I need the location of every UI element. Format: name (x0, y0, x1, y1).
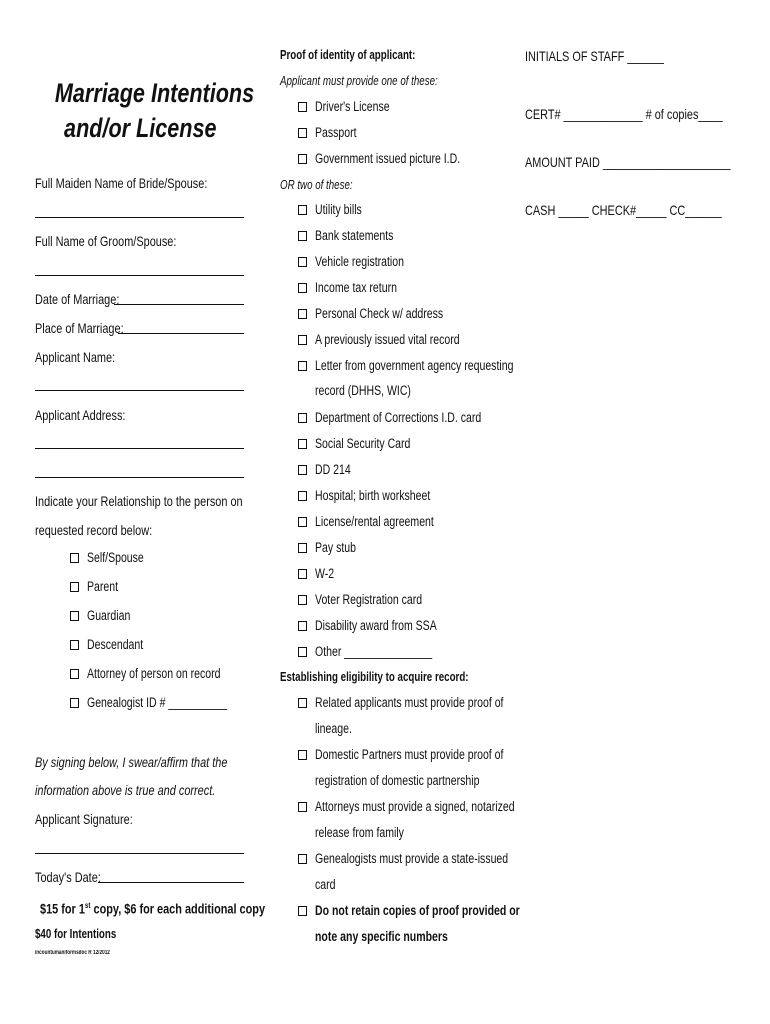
form-code: incountumaniformsdoc R 12/2012 (35, 950, 110, 956)
marriage-date-label: Date of Marriage: (35, 291, 120, 307)
bride-name-field[interactable] (35, 217, 244, 218)
intentions-fee-text: $40 for Intentions (35, 927, 117, 941)
proof-option: Disability award from SSA (315, 618, 437, 633)
or-two-heading: OR two of these: (280, 178, 353, 192)
checkbox-icon[interactable] (298, 361, 307, 371)
checkbox-icon[interactable] (298, 154, 307, 164)
payment-method[interactable]: CASH _____ CHECK#_____ CC______ (525, 202, 722, 218)
proof-option: License/rental agreement (315, 514, 434, 529)
bride-name-label: Full Maiden Name of Bride/Spouse: (35, 175, 208, 191)
proof-subheading: Applicant must provide one of these: (280, 74, 438, 88)
form-title-line2: and/or License (63, 113, 217, 143)
applicant-address-field-2[interactable] (35, 477, 244, 478)
checkbox-icon[interactable] (298, 465, 307, 475)
checkbox-icon[interactable] (70, 553, 79, 563)
proof-option: W-2 (315, 566, 335, 581)
checkbox-icon[interactable] (298, 750, 307, 760)
relationship-option: Self/Spouse (87, 550, 144, 565)
todays-date-label: Today's Date: (35, 869, 101, 885)
eligibility-item: Attorneys must provide a signed, notarized (315, 799, 515, 814)
relationship-option: Descendant (87, 637, 144, 652)
proof-option: Driver's License (315, 99, 390, 114)
eligibility-item: Related applicants must provide proof of (315, 695, 504, 710)
checkbox-icon[interactable] (298, 569, 307, 579)
checkbox-icon[interactable] (70, 611, 79, 621)
eligibility-item: Do not retain copies of proof provided or (315, 903, 520, 918)
checkbox-icon[interactable] (70, 669, 79, 679)
amount-paid[interactable]: AMOUNT PAID _____________________ (525, 154, 731, 170)
affirm-text-2: information above is true and correct. (35, 782, 216, 798)
proof-option: Other _______________ (315, 644, 433, 659)
form-title-line1: Marriage Intentions (54, 78, 255, 108)
applicant-address-field-1[interactable] (35, 448, 244, 449)
proof-option: Personal Check w/ address (315, 306, 444, 321)
checkbox-icon[interactable] (298, 335, 307, 345)
relationship-instruction-1: Indicate your Relationship to the person on (35, 493, 243, 509)
proof-option: Utility bills (315, 202, 362, 217)
eligibility-item-continuation: registration of domestic partnership (315, 773, 480, 788)
groom-name-field[interactable] (35, 275, 244, 276)
checkbox-icon[interactable] (70, 640, 79, 650)
cert-copies[interactable]: CERT# _____________ # of copies____ (525, 106, 723, 122)
relationship-option: Guardian (87, 608, 131, 623)
eligibility-item: Domestic Partners must provide proof of (315, 747, 504, 762)
proof-option: Hospital; birth worksheet (315, 488, 431, 503)
checkbox-icon[interactable] (298, 621, 307, 631)
checkbox-icon[interactable] (298, 205, 307, 215)
marriage-place-field[interactable] (118, 333, 244, 334)
proof-option: A previously issued vital record (315, 332, 460, 347)
proof-option: Letter from government agency requesting (315, 358, 514, 373)
checkbox-icon[interactable] (298, 491, 307, 501)
proof-heading: Proof of identity of applicant: (280, 48, 416, 62)
checkbox-icon[interactable] (298, 439, 307, 449)
proof-option: Department of Corrections I.D. card (315, 410, 482, 425)
eligibility-item-continuation: release from family (315, 825, 404, 840)
todays-date-field[interactable] (98, 882, 244, 883)
checkbox-icon[interactable] (298, 854, 307, 864)
proof-option: Bank statements (315, 228, 394, 243)
proof-option: Social Security Card (315, 436, 411, 451)
checkbox-icon[interactable] (298, 413, 307, 423)
proof-option: Income tax return (315, 280, 397, 295)
checkbox-icon[interactable] (298, 906, 307, 916)
affirm-text-1: By signing below, I swear/affirm that the (35, 754, 228, 770)
checkbox-icon[interactable] (298, 698, 307, 708)
signature-field[interactable] (35, 853, 244, 854)
proof-option: Vehicle registration (315, 254, 404, 269)
staff-initials[interactable]: INITIALS OF STAFF ______ (525, 48, 664, 64)
checkbox-icon[interactable] (298, 647, 307, 657)
checkbox-icon[interactable] (298, 309, 307, 319)
eligibility-item-continuation: note any specific numbers (315, 929, 448, 944)
marriage-date-field[interactable] (114, 304, 244, 305)
checkbox-icon[interactable] (298, 257, 307, 267)
checkbox-icon[interactable] (70, 698, 79, 708)
checkbox-icon[interactable] (298, 595, 307, 605)
eligibility-heading: Establishing eligibility to acquire record: (280, 670, 469, 684)
checkbox-icon[interactable] (298, 517, 307, 527)
checkbox-icon[interactable] (70, 582, 79, 592)
checkbox-icon[interactable] (298, 283, 307, 293)
eligibility-item-continuation: lineage. (315, 721, 352, 736)
marriage-place-label: Place of Marriage: (35, 320, 124, 336)
proof-option: Government issued picture I.D. (315, 151, 461, 166)
eligibility-item: Genealogists must provide a state-issued (315, 851, 509, 866)
signature-label: Applicant Signature: (35, 811, 133, 827)
relationship-option: Attorney of person on record (87, 666, 221, 681)
proof-option: Pay stub (315, 540, 356, 555)
relationship-option: Parent (87, 579, 119, 594)
applicant-name-field[interactable] (35, 390, 244, 391)
proof-option: Passport (315, 125, 357, 140)
applicant-address-label: Applicant Address: (35, 407, 126, 423)
eligibility-item-continuation: card (315, 877, 336, 892)
relationship-option: Genealogist ID # __________ (87, 695, 227, 710)
proof-option: Voter Registration card (315, 592, 423, 607)
proof-option: DD 214 (315, 462, 351, 477)
checkbox-icon[interactable] (298, 231, 307, 241)
checkbox-icon[interactable] (298, 102, 307, 112)
checkbox-icon[interactable] (298, 543, 307, 553)
checkbox-icon[interactable] (298, 802, 307, 812)
applicant-name-label: Applicant Name: (35, 349, 116, 365)
relationship-instruction-2: requested record below: (35, 522, 153, 538)
groom-name-label: Full Name of Groom/Spouse: (35, 233, 177, 249)
copy-fee-text: $15 for 1st copy, $6 for each additional copy (40, 900, 266, 917)
checkbox-icon[interactable] (298, 128, 307, 138)
letter-continuation: record (DHHS, WIC) (315, 383, 411, 398)
